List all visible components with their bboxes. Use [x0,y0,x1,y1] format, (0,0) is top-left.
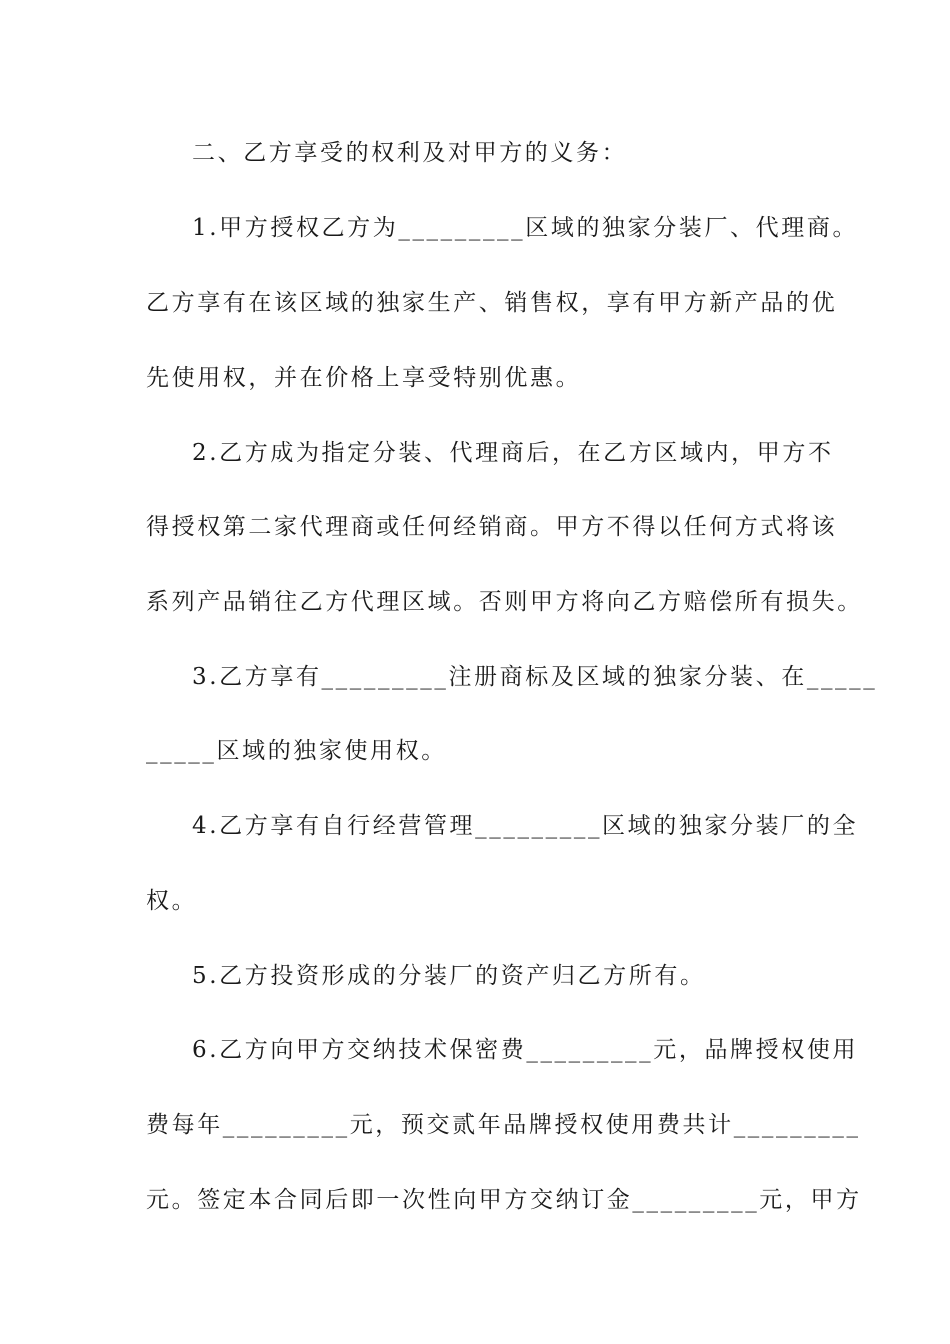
clause-4-line-2: 权。 [146,888,198,914]
clause-5-line-1: 5.乙方投资形成的分装厂的资产归乙方所有。 [192,963,706,989]
clause-2-line-1: 2.乙方成为指定分装、代理商后，在乙方区域内，甲方不 [192,440,834,466]
clause-2-line-2: 得授权第二家代理商或任何经销商。甲方不得以任何方式将该 [146,514,838,540]
clause-6-line-2: 费每年_________元，预交贰年品牌授权使用费共计_________ [146,1112,861,1138]
clause-6-line-1: 6.乙方向甲方交纳技术保密费_________元，品牌授权使用 [192,1037,859,1063]
clause-3-line-2: _____区域的独家使用权。 [146,738,447,764]
clause-1-line-2: 乙方享有在该区域的独家生产、销售权，享有甲方新产品的优 [146,290,838,316]
clause-2-line-3: 系列产品销往乙方代理区域。否则甲方将向乙方赔偿所有损失。 [146,589,863,615]
clause-6-line-3: 元。签定本合同后即一次性向甲方交纳订金_________元，甲方 [146,1187,862,1213]
clause-4-line-1: 4.乙方享有自行经营管理_________区域的独家分装厂的全 [192,813,859,839]
clause-3-line-1: 3.乙方享有_________注册商标及区域的独家分装、在_____ [192,664,878,690]
section-heading: 二、乙方享受的权利及对甲方的义务： [192,140,628,166]
clause-1-line-3: 先使用权，并在价格上享受特别优惠。 [146,365,582,391]
clause-1-line-1: 1.甲方授权乙方为_________区域的独家分装厂、代理商。 [192,215,859,241]
